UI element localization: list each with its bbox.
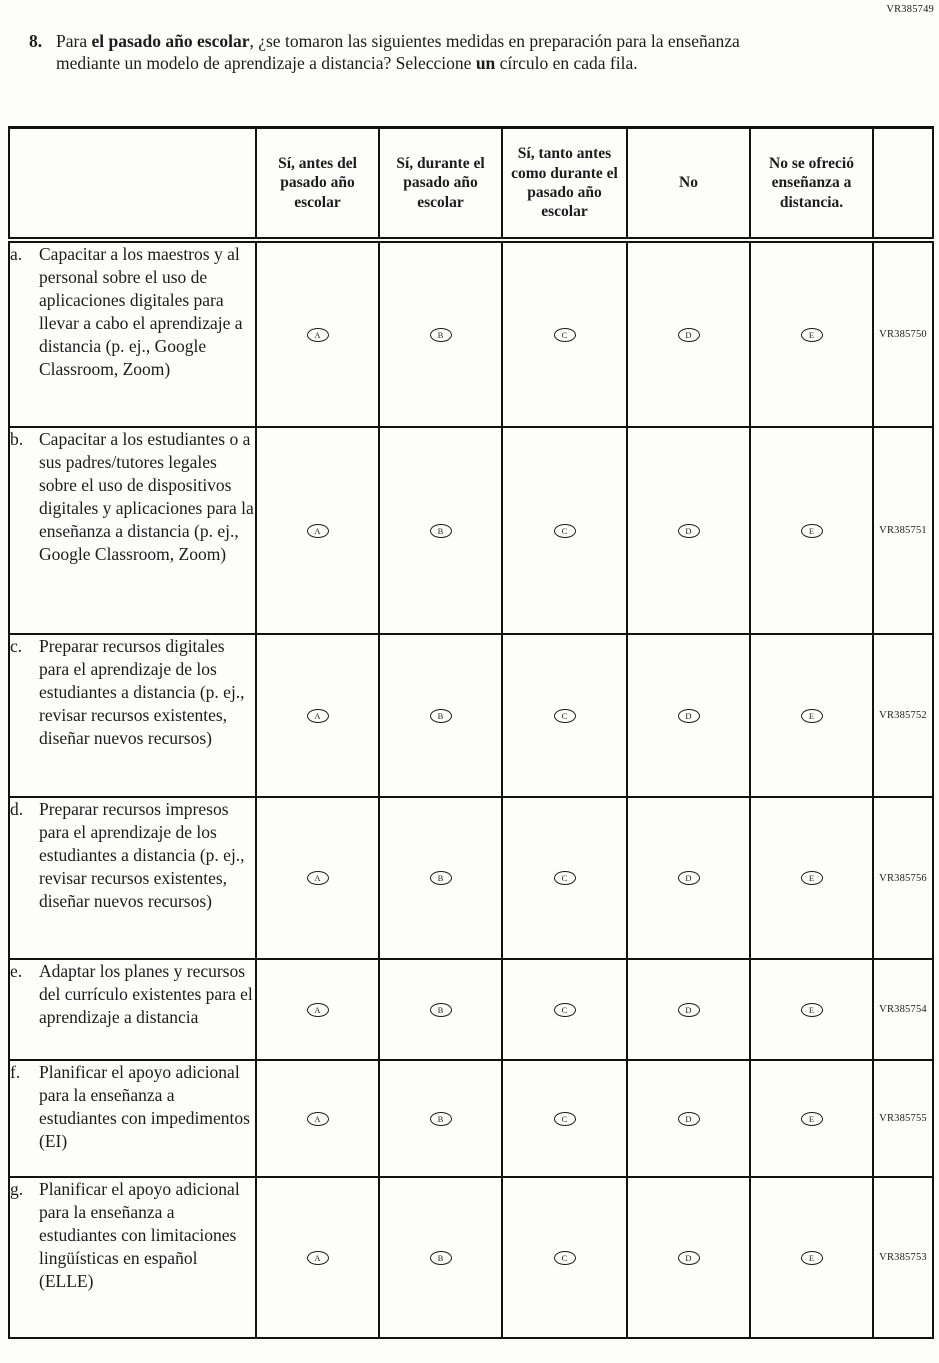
row-letter: b. — [10, 429, 24, 449]
answer-bubble-a-row-b[interactable]: A — [307, 524, 329, 538]
response-grid-table — [8, 126, 934, 1339]
answer-bubble-c-row-f[interactable]: C — [554, 1112, 576, 1126]
answer-bubble-b-row-g[interactable]: B — [430, 1251, 452, 1265]
col-header-yes-during: Sí, durante el pasado año escolar — [379, 128, 502, 241]
table-row — [9, 240, 933, 427]
option-cell — [627, 634, 750, 797]
option-cell — [627, 427, 750, 634]
answer-bubble-d-row-d[interactable]: D — [678, 871, 700, 885]
answer-bubble-c-row-c[interactable]: C — [554, 709, 576, 723]
option-cell — [502, 240, 627, 427]
table-row — [9, 427, 933, 634]
option-cell — [750, 634, 873, 797]
answer-bubble-b-row-e[interactable]: B — [430, 1003, 452, 1017]
col-header-yes-before: Sí, antes del pasado año escolar — [256, 128, 379, 241]
option-cell — [256, 1177, 379, 1338]
option-cell — [502, 634, 627, 797]
question-text — [56, 30, 740, 74]
answer-bubble-d-row-c[interactable]: D — [678, 709, 700, 723]
row-accession-code: VR385755 — [873, 1060, 933, 1177]
row-accession-code: VR385753 — [873, 1177, 933, 1338]
question-block — [29, 30, 909, 74]
answer-bubble-b-row-d[interactable]: B — [430, 871, 452, 885]
answer-bubble-d-row-b[interactable]: D — [678, 524, 700, 538]
row-label-cell — [9, 959, 256, 1060]
option-cell — [750, 427, 873, 634]
row-label: Capacitar a los maestros y al personal sobre el uso de aplicaciones digitales para llevar a cabo el aprendizaje a distancia (p. ej., Google Classroom, Zoom) — [39, 244, 243, 379]
option-cell — [379, 427, 502, 634]
option-cell — [750, 1177, 873, 1338]
option-cell — [627, 1177, 750, 1338]
col-header-no-distance-offered: No se ofreció enseñanza a distancia. — [750, 128, 873, 241]
col-header-yes-both: Sí, tanto antes como durante el pasado año escolar — [502, 128, 627, 241]
option-cell — [502, 1060, 627, 1177]
answer-bubble-a-row-e[interactable]: A — [307, 1003, 329, 1017]
answer-bubble-b-row-b[interactable]: B — [430, 524, 452, 538]
answer-bubble-c-row-a[interactable]: C — [554, 328, 576, 342]
row-label: Capacitar a los estudiantes o a sus padres/tutores legales sobre el uso de dispositivos digitales y aplicaciones para la enseñanza a distancia (p. ej., Google Classroom, Zoom) — [39, 429, 254, 564]
option-cell — [256, 634, 379, 797]
answer-bubble-a-row-d[interactable]: A — [307, 871, 329, 885]
col-header-no: No — [627, 128, 750, 241]
answer-bubble-b-row-a[interactable]: B — [430, 328, 452, 342]
option-cell — [379, 797, 502, 959]
option-cell — [750, 959, 873, 1060]
answer-bubble-e-row-a[interactable]: E — [801, 328, 823, 342]
answer-bubble-d-row-a[interactable]: D — [678, 328, 700, 342]
table-row — [9, 634, 933, 797]
option-cell — [379, 959, 502, 1060]
table-row — [9, 1177, 933, 1338]
row-label-cell — [9, 634, 256, 797]
option-cell — [502, 797, 627, 959]
row-letter: g. — [10, 1179, 24, 1199]
option-cell — [750, 1060, 873, 1177]
answer-bubble-d-row-f[interactable]: D — [678, 1112, 700, 1126]
answer-bubble-d-row-g[interactable]: D — [678, 1251, 700, 1265]
option-cell — [627, 797, 750, 959]
answer-bubble-b-row-f[interactable]: B — [430, 1112, 452, 1126]
answer-bubble-a-row-a[interactable]: A — [307, 328, 329, 342]
row-label-cell — [9, 1060, 256, 1177]
option-cell — [502, 1177, 627, 1338]
option-cell — [750, 797, 873, 959]
row-letter: e. — [10, 961, 23, 981]
answer-bubble-c-row-d[interactable]: C — [554, 871, 576, 885]
answer-bubble-a-row-f[interactable]: A — [307, 1112, 329, 1126]
question-text-segment: , ¿se tomaron las siguientes medidas en preparación para la enseñanza mediante un modelo de aprendizaje a distancia? Seleccione — [56, 31, 740, 74]
table-header — [9, 128, 933, 241]
answer-bubble-e-row-c[interactable]: E — [801, 709, 823, 723]
row-label-cell — [9, 427, 256, 634]
option-cell — [627, 1060, 750, 1177]
row-letter: c. — [10, 636, 23, 656]
table-row — [9, 959, 933, 1060]
answer-bubble-c-row-g[interactable]: C — [554, 1251, 576, 1265]
question-text-segment: Para — [56, 31, 92, 51]
row-accession-code: VR385751 — [873, 427, 933, 634]
option-cell — [627, 240, 750, 427]
option-cell — [502, 427, 627, 634]
row-label-cell — [9, 797, 256, 959]
row-label-column-header — [9, 128, 256, 241]
row-label: Preparar recursos impresos para el aprendizaje de los estudiantes a distancia (p. ej., revisar recursos existentes, diseñar nuevos recursos) — [39, 799, 245, 911]
answer-bubble-c-row-e[interactable]: C — [554, 1003, 576, 1017]
answer-bubble-e-row-f[interactable]: E — [801, 1112, 823, 1126]
option-cell — [256, 959, 379, 1060]
option-cell — [379, 240, 502, 427]
table-row — [9, 1060, 933, 1177]
header-row — [9, 128, 933, 241]
answer-bubble-a-row-c[interactable]: A — [307, 709, 329, 723]
question-text-segment: círculo en cada fila. — [495, 53, 638, 74]
option-cell — [256, 427, 379, 634]
answer-bubble-a-row-g[interactable]: A — [307, 1251, 329, 1265]
row-label: Planificar el apoyo adicional para la enseñanza a estudiantes con limitaciones lingüísticas en español (ELLE) — [39, 1179, 240, 1291]
row-letter: f. — [10, 1062, 21, 1082]
option-cell — [256, 1060, 379, 1177]
option-cell — [750, 240, 873, 427]
question-text-bold-segment: el pasado año escolar — [91, 31, 250, 51]
answer-bubble-c-row-b[interactable]: C — [554, 524, 576, 538]
row-accession-code: VR385756 — [873, 797, 933, 959]
row-label: Adaptar los planes y recursos del currículo existentes para el aprendizaje a distancia — [39, 961, 253, 1027]
row-label: Preparar recursos digitales para el aprendizaje de los estudiantes a distancia (p. ej., revisar recursos existentes, diseñar nuevos recursos) — [39, 636, 245, 748]
option-cell — [379, 1177, 502, 1338]
row-accession-code: VR385750 — [873, 240, 933, 427]
row-letter: d. — [10, 799, 24, 819]
question-number: 8. — [29, 31, 43, 51]
option-cell — [256, 797, 379, 959]
option-cell — [627, 959, 750, 1060]
answer-bubble-e-row-e[interactable]: E — [801, 1003, 823, 1017]
page-accession-code: VR385749 — [886, 4, 934, 15]
answer-bubble-b-row-c[interactable]: B — [430, 709, 452, 723]
option-cell — [379, 634, 502, 797]
row-label-cell — [9, 1177, 256, 1338]
option-cell — [502, 959, 627, 1060]
answer-bubble-e-row-g[interactable]: E — [801, 1251, 823, 1265]
answer-bubble-e-row-d[interactable]: E — [801, 871, 823, 885]
option-cell — [379, 1060, 502, 1177]
option-cell — [256, 240, 379, 427]
row-accession-code: VR385752 — [873, 634, 933, 797]
code-column-header — [873, 128, 933, 241]
answer-bubble-d-row-e[interactable]: D — [678, 1003, 700, 1017]
row-label-cell — [9, 240, 256, 427]
row-letter: a. — [10, 244, 23, 264]
question-text-bold-segment: un — [475, 53, 496, 74]
row-label: Planificar el apoyo adicional para la enseñanza a estudiantes con impedimentos (EI) — [39, 1062, 250, 1151]
answer-bubble-e-row-b[interactable]: E — [801, 524, 823, 538]
row-accession-code: VR385754 — [873, 959, 933, 1060]
table-row — [9, 797, 933, 959]
